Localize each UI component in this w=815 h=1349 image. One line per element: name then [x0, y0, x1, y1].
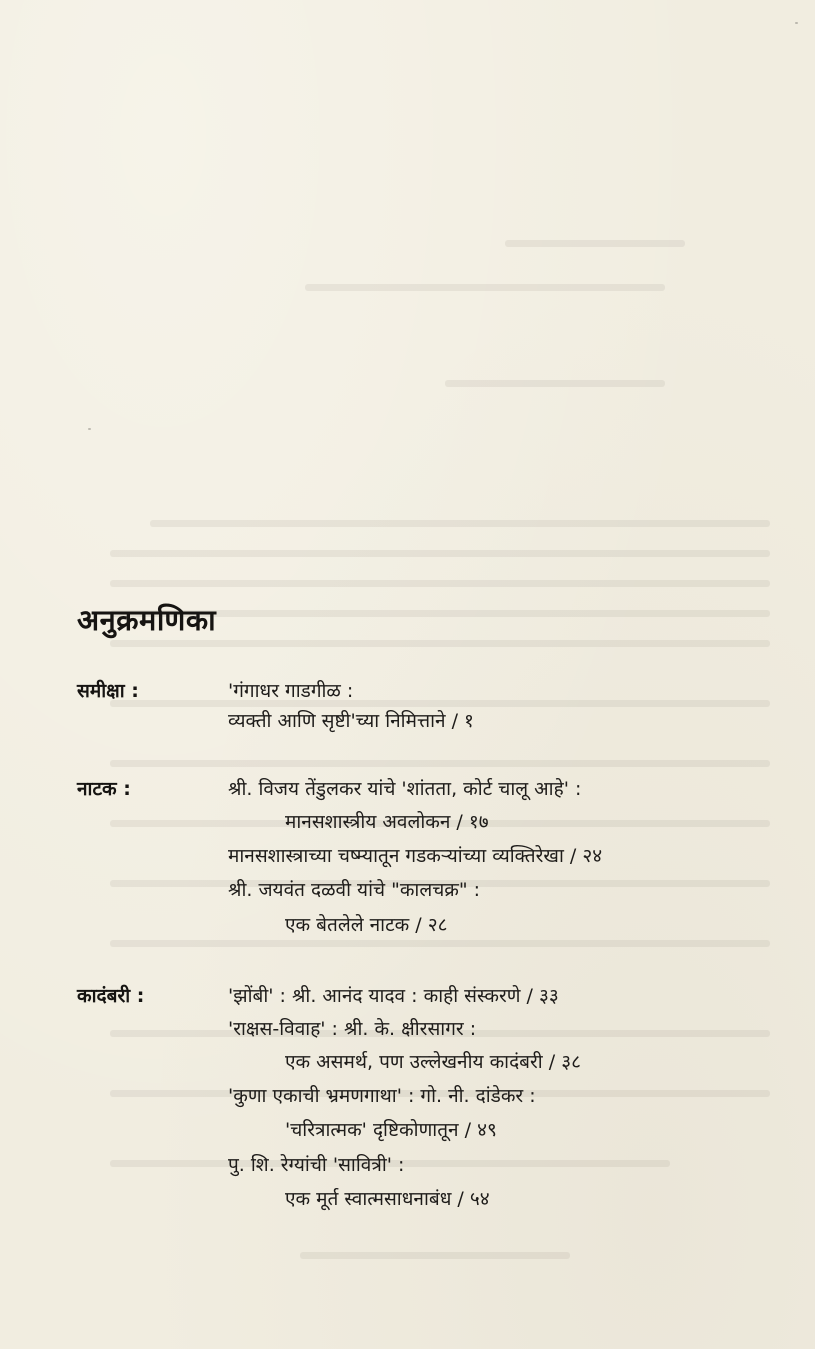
paper-speck	[88, 428, 91, 430]
bleed-through-text	[110, 940, 770, 947]
bleed-through-text	[110, 640, 770, 647]
toc-entry: एक बेतलेले नाटक / २८	[285, 914, 448, 936]
toc-entry: 'कुणा एकाची भ्रमणगाथा' : गो. नी. दांडेकर :	[228, 1085, 536, 1107]
toc-entry: 'राक्षस-विवाह' : श्री. के. क्षीरसागर :	[228, 1018, 477, 1040]
bleed-through-text	[150, 520, 770, 527]
section-label-drama: नाटक :	[77, 778, 131, 800]
toc-entry: 'झोंबी' : श्री. आनंद यादव : काही संस्करणे / ३३	[228, 985, 559, 1007]
paper-speck	[795, 22, 798, 24]
bleed-through-text	[110, 700, 770, 707]
bleed-through-text	[445, 380, 665, 387]
toc-entry: श्री. जयवंत दळवी यांचे "कालचक्र" :	[228, 879, 481, 901]
bleed-through-text	[110, 550, 770, 557]
bleed-through-text	[300, 1252, 570, 1259]
toc-entry: मानसशास्त्राच्या चष्म्यातून गडकऱ्यांच्या व्यक्तिरेखा / २४	[228, 845, 603, 867]
toc-entry: व्यक्ती आणि सृष्टी'च्या निमित्ताने / १	[228, 710, 474, 732]
toc-entry: पु. शि. रेग्यांची 'सावित्री' :	[228, 1154, 405, 1176]
toc-heading: अनुक्रमणिका	[77, 603, 217, 637]
bleed-through-text	[110, 580, 770, 587]
bleed-through-text	[110, 760, 770, 767]
bleed-through-text	[305, 284, 665, 291]
bleed-through-text	[505, 240, 685, 247]
toc-entry: 'गंगाधर गाडगीळ :	[228, 680, 354, 702]
toc-entry: एक मूर्त स्वात्मसाधनाबंध / ५४	[285, 1188, 490, 1210]
section-label-novel: कादंबरी :	[77, 985, 145, 1007]
toc-entry: एक असमर्थ, पण उल्लेखनीय कादंबरी / ३८	[285, 1051, 581, 1073]
section-label-review: समीक्षा :	[77, 680, 139, 702]
toc-entry: 'चरित्रात्मक' दृष्टिकोणातून / ४९	[285, 1119, 497, 1141]
toc-entry: मानसशास्त्रीय अवलोकन / १७	[285, 811, 489, 833]
toc-entry: श्री. विजय तेंडुलकर यांचे 'शांतता, कोर्ट चालू आहे' :	[228, 778, 582, 800]
